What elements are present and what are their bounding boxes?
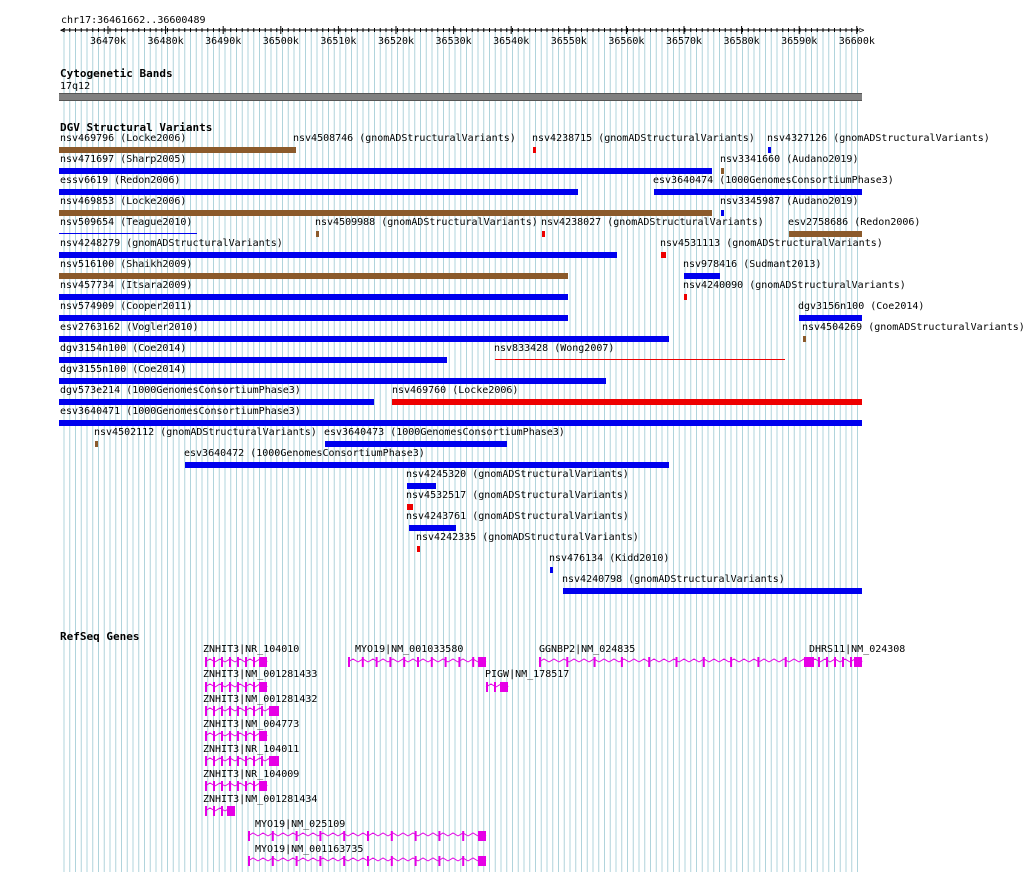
gene-exon (245, 657, 247, 667)
gene-exon (296, 856, 298, 866)
gene-exon (237, 682, 239, 692)
gene-exon (757, 657, 759, 667)
dgv-feature-label[interactable]: nsv469796 (Locke2006) (60, 133, 187, 144)
gene-exon (648, 657, 650, 667)
ruler-tick-label: 36580k (723, 36, 760, 47)
gene-exon (272, 831, 274, 841)
dgv-feature-label[interactable]: nsv4245320 (gnomADStructuralVariants) (406, 469, 629, 480)
gene-exon (237, 706, 239, 716)
ruler-right-arrow: > (859, 26, 865, 36)
gene-exon (205, 731, 207, 741)
gene-exon (343, 831, 345, 841)
gene-exon (462, 856, 464, 866)
refseq-gene-label[interactable]: ZNHIT3|NR_104011 (203, 744, 300, 755)
ruler-tick-label: 36470k (89, 36, 127, 47)
gene-exon (237, 781, 239, 791)
gene-exon (438, 831, 440, 841)
dgv-feature-label[interactable]: esv3640473 (1000GenomesConsortiumPhase3) (324, 427, 565, 438)
dgv-feature-label[interactable]: nsv469760 (Locke2006) (392, 385, 519, 396)
dgv-feature-label[interactable]: nsv509654 (Teague2010) (60, 217, 193, 228)
gene-exon (213, 731, 215, 741)
dgv-feature-label[interactable]: esv3640474 (1000GenomesConsortiumPhase3) (653, 175, 894, 186)
gene-exon (245, 756, 247, 766)
gene-exon (277, 756, 279, 766)
gene-exon (237, 731, 239, 741)
gene-exon (269, 756, 277, 766)
ruler-tick-label: 36530k (435, 36, 472, 47)
dgv-feature-label[interactable]: dgv3156n100 (Coe2014) (798, 301, 925, 312)
gene-exon (362, 657, 364, 667)
gene-exon (478, 831, 486, 841)
dgv-feature-label[interactable]: nsv4242335 (gnomADStructuralVariants) (416, 532, 639, 543)
gene-exon (259, 781, 267, 791)
gene-exon (415, 856, 417, 866)
ruler-tick-label: 36550k (550, 36, 587, 47)
gene-exon (213, 657, 215, 667)
refseq-gene-model[interactable] (205, 682, 267, 692)
gene-exon (253, 682, 255, 692)
dgv-feature-label[interactable]: nsv471697 (Sharp2005) (60, 154, 187, 165)
refseq-gene-label[interactable]: MYO19|NM_025109 (255, 819, 346, 830)
gene-exon (221, 806, 223, 816)
gene-exon (259, 731, 267, 741)
gene-exon (221, 657, 223, 667)
gene-exon (205, 806, 207, 816)
gene-intron (205, 708, 277, 711)
gene-exon (486, 682, 488, 692)
refseq-gene-model[interactable] (205, 706, 279, 716)
gene-exon (205, 756, 207, 766)
dgv-feature-label[interactable]: dgv573e214 (1000GenomesConsortiumPhase3) (60, 385, 301, 396)
gene-exon (818, 657, 820, 667)
gene-exon (319, 856, 321, 866)
gene-exon (253, 756, 255, 766)
refseq-gene-model[interactable] (810, 657, 862, 667)
gene-exon (227, 806, 235, 816)
ruler-tick-label: 36510k (320, 36, 357, 47)
refseq-gene-label[interactable]: DHRS11|NM_024308 (809, 644, 906, 655)
gene-exon (253, 731, 255, 741)
gene-exon (229, 756, 231, 766)
gene-exon (248, 856, 250, 866)
gene-exon (259, 657, 267, 667)
refseq-gene-model[interactable] (205, 756, 279, 766)
gene-exon (494, 682, 496, 692)
refseq-gene-model[interactable] (486, 682, 508, 692)
dgv-feature-label[interactable]: nsv4243761 (gnomADStructuralVariants) (406, 511, 629, 522)
gene-exon (221, 731, 223, 741)
gene-exon (205, 781, 207, 791)
gene-exon (221, 706, 223, 716)
gene-exon (213, 781, 215, 791)
gene-exon (245, 731, 247, 741)
dgv-feature-label[interactable]: nsv476134 (Kidd2010) (549, 553, 670, 564)
gene-exon (213, 756, 215, 766)
gene-exon (261, 756, 263, 766)
dgv-feature-label[interactable]: nsv4240798 (gnomADStructuralVariants) (562, 574, 785, 585)
ruler-tick-label: 36500k (262, 36, 299, 47)
dgv-feature-label[interactable]: nsv469853 (Locke2006) (60, 196, 187, 207)
gene-exon (431, 657, 433, 667)
refseq-gene-model[interactable] (205, 781, 267, 791)
gene-exon (229, 781, 231, 791)
gene-exon (462, 831, 464, 841)
dgv-feature-label[interactable]: nsv516100 (Shaikh2009) (60, 259, 193, 270)
gene-exon (472, 657, 474, 667)
gene-exon (237, 657, 239, 667)
refseq-gene-model[interactable] (205, 806, 235, 816)
ruler-tick-label: 36560k (608, 36, 645, 47)
gene-exon (415, 831, 417, 841)
dgv-feature-label[interactable]: nsv4327126 (gnomADStructuralVariants) (767, 133, 990, 144)
refseq-gene-label[interactable]: ZNHIT3|NM_001281434 (203, 794, 318, 805)
dgv-feature-label[interactable]: esv3640471 (1000GenomesConsortiumPhase3) (60, 406, 301, 417)
gene-exon (403, 657, 405, 667)
dgv-feature-label[interactable]: esv2763162 (Vogler2010) (60, 322, 199, 333)
dgv-feature-label[interactable]: nsv4238715 (gnomADStructuralVariants) (532, 133, 755, 144)
refseq-gene-label[interactable]: ZNHIT3|NM_001281433 (203, 669, 318, 680)
dgv-feature-label[interactable]: nsv457734 (Itsara2009) (60, 280, 193, 291)
gene-exon (259, 682, 267, 692)
ruler-left-arrow: < (60, 26, 66, 36)
gene-exon (229, 731, 231, 741)
gene-exon (277, 706, 279, 716)
refseq-gene-label[interactable]: ZNHIT3|NM_004773 (203, 719, 300, 730)
refseq-gene-label[interactable]: MYO19|NM_001033580 (355, 644, 464, 655)
refseq-gene-label[interactable]: PIGW|NM_178517 (485, 669, 570, 680)
refseq-gene-model[interactable] (539, 657, 814, 667)
gene-exon (730, 657, 732, 667)
ruler-tick-label: 36540k (493, 36, 530, 47)
gene-exon (367, 856, 369, 866)
gene-intron (205, 758, 277, 761)
gene-exon (850, 657, 852, 667)
refseq-gene-model[interactable] (248, 831, 486, 841)
gene-exon (245, 682, 247, 692)
dgv-feature-label[interactable]: esv3640472 (1000GenomesConsortiumPhase3) (184, 448, 425, 459)
gene-exon (500, 682, 508, 692)
gene-exon (253, 706, 255, 716)
gene-exon (810, 657, 812, 667)
gene-exon (703, 657, 705, 667)
gene-exon (478, 856, 486, 866)
dgv-feature-label[interactable]: nsv978416 (Sudmant2013) (683, 259, 822, 270)
gene-exon (221, 781, 223, 791)
gene-exon (213, 706, 215, 716)
gene-exon (343, 856, 345, 866)
refseq-gene-label[interactable]: ZNHIT3|NR_104009 (203, 769, 300, 780)
gene-exon (248, 831, 250, 841)
dgv-feature-label[interactable]: nsv574909 (Cooper2011) (60, 301, 193, 312)
dgv-feature-label[interactable]: esv2758686 (Redon2006) (788, 217, 921, 228)
ruler-tick-label: 36520k (377, 36, 415, 47)
gene-exon (253, 657, 255, 667)
gene-exon (237, 756, 239, 766)
ruler-tick-label: 36600k (838, 36, 875, 47)
dgv-feature-label[interactable]: nsv4531113 (gnomADStructuralVariants) (660, 238, 883, 249)
refseq-gene-model[interactable] (205, 731, 267, 741)
gene-exon (272, 856, 274, 866)
dgv-feature-label[interactable]: nsv4508746 (gnomADStructuralVariants) (293, 133, 516, 144)
refseq-gene-model[interactable] (348, 657, 486, 667)
gene-exon (269, 706, 277, 716)
ruler-tick-label: 36590k (781, 36, 818, 47)
dgv-feature-label[interactable]: nsv4532517 (gnomADStructuralVariants) (406, 490, 629, 501)
dgv-feature-label[interactable]: nsv4504269 (gnomADStructuralVariants) (802, 322, 1025, 333)
gene-exon (205, 706, 207, 716)
locus-label: chr17:36461662..36600489 (61, 15, 206, 26)
gene-exon (458, 657, 460, 667)
gene-exon (205, 657, 207, 667)
refseq-gene-model[interactable] (205, 657, 267, 667)
gene-exon (376, 657, 378, 667)
dgv-feature-label[interactable]: nsv3341660 (Audano2019) (720, 154, 859, 165)
gene-exon (221, 756, 223, 766)
dgv-feature-label[interactable]: nsv4248279 (gnomADStructuralVariants) (60, 238, 283, 249)
dgv-feature-label[interactable]: nsv833428 (Wong2007) (494, 343, 615, 354)
cytoband-track-title[interactable]: Cytogenetic Bands (60, 67, 173, 80)
gene-exon (826, 657, 828, 667)
refseq-gene-label[interactable]: ZNHIT3|NR_104010 (203, 644, 300, 655)
dgv-feature-label[interactable]: nsv3345987 (Audano2019) (720, 196, 859, 207)
gene-exon (389, 657, 391, 667)
gene-exon (676, 657, 678, 667)
gene-exon (842, 657, 844, 667)
dgv-feature-label[interactable]: essv6619 (Redon2006) (60, 175, 181, 186)
gene-exon (229, 706, 231, 716)
gene-exon (367, 831, 369, 841)
gene-exon (566, 657, 568, 667)
dgv-feature-label[interactable]: dgv3154n100 (Coe2014) (60, 343, 187, 354)
refseq-track-title[interactable]: RefSeq Genes (60, 630, 140, 643)
refseq-gene-label[interactable]: GGNBP2|NM_024835 (539, 644, 636, 655)
dgv-feature-label[interactable]: dgv3155n100 (Coe2014) (60, 364, 187, 375)
cytoband-label: 17q12 (60, 81, 91, 92)
refseq-gene-label[interactable]: ZNHIT3|NM_001281432 (203, 694, 318, 705)
dgv-feature-label[interactable]: nsv4509988 (gnomADStructuralVariants) (315, 217, 538, 228)
gene-exon (245, 781, 247, 791)
gene-exon (213, 682, 215, 692)
gene-exon (296, 831, 298, 841)
gene-exon (854, 657, 862, 667)
gene-exon (478, 657, 486, 667)
gene-exon (812, 657, 814, 667)
gene-exon (229, 682, 231, 692)
gene-exon (391, 856, 393, 866)
gene-exon (245, 706, 247, 716)
dgv-feature-label[interactable]: nsv4240090 (gnomADStructuralVariants) (683, 280, 906, 291)
ruler-tick-label: 36490k (205, 36, 242, 47)
refseq-gene-model[interactable] (248, 856, 486, 866)
gene-exon (221, 682, 223, 692)
gene-exon (391, 831, 393, 841)
refseq-gene-label[interactable]: MYO19|NM_001163735 (255, 844, 364, 855)
gene-exon (445, 657, 447, 667)
gene-exon (785, 657, 787, 667)
gene-exon (253, 781, 255, 791)
ruler-tick-label: 36570k (665, 36, 703, 47)
dgv-feature-label[interactable]: nsv4238027 (gnomADStructuralVariants) (541, 217, 764, 228)
gene-exon (539, 657, 541, 667)
gene-exon (213, 806, 215, 816)
gene-exon (319, 831, 321, 841)
gene-exon (621, 657, 623, 667)
gene-exon (205, 682, 207, 692)
gene-exon (834, 657, 836, 667)
gene-exon (229, 657, 231, 667)
gene-exon (438, 856, 440, 866)
gene-exon (594, 657, 596, 667)
dgv-feature-label[interactable]: nsv4502112 (gnomADStructuralVariants) (94, 427, 317, 438)
gene-exon (348, 657, 350, 667)
dgv-track-title[interactable]: DGV Structural Variants (60, 121, 213, 134)
ruler-tick-label: 36480k (147, 36, 184, 47)
gene-exon (261, 706, 263, 716)
gene-exon (417, 657, 419, 667)
